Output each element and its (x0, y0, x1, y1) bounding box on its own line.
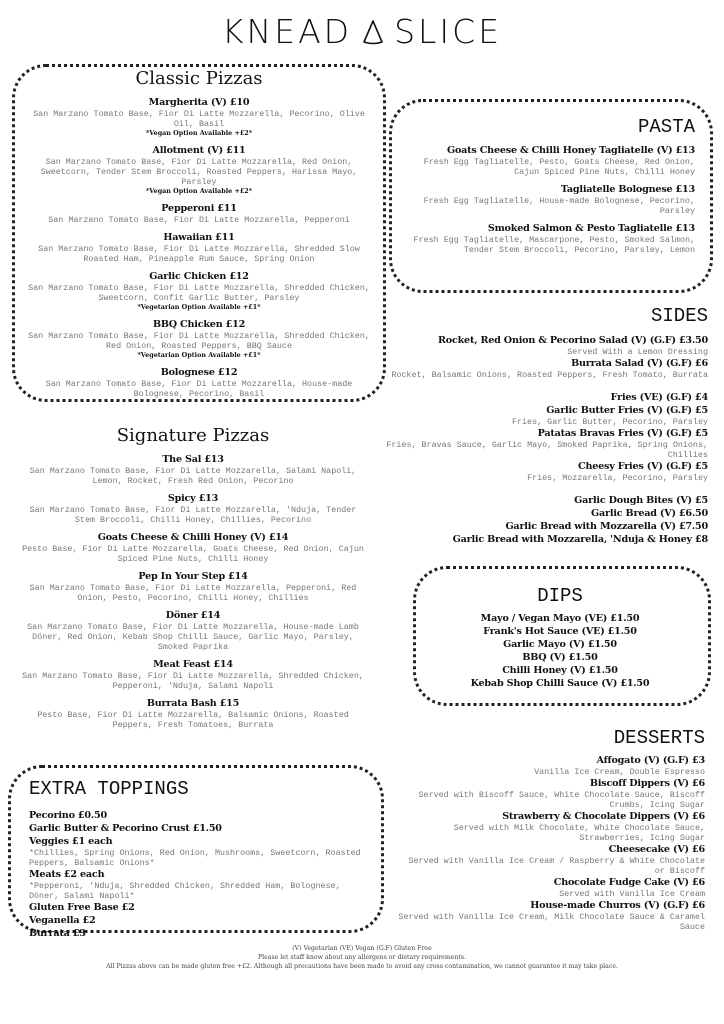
item-note: *Vegan Option Available +£2* (145, 129, 253, 137)
brand-logo (0, 12, 724, 51)
item-description: San Marzano Tomato Base, Fior Di Latte Mozzarella, Shredded Chicken, Pepperoni, 'Nduja, Salami Napoli (22, 671, 364, 691)
item-name: Garlic Mayo (V) £1.50 (503, 639, 617, 650)
menu-item (420, 652, 700, 664)
menu-item (22, 271, 376, 312)
item-name: Burrata Bash £15 (146, 698, 240, 709)
allergen-notice: Please let staff know about any allergens or dietary requirements. (258, 954, 466, 961)
section-title: SIDES (650, 305, 708, 327)
menu-item (366, 358, 708, 380)
menu-item (29, 915, 374, 927)
item-name: Garlic Butter & Pecorino Crust £1.50 (29, 823, 222, 834)
item-name: Affogato (V) (G.F) £3 (596, 755, 705, 766)
menu-item (18, 659, 368, 691)
menu-item (366, 508, 708, 520)
item-description: Fresh Egg Tagliatelle, Pesto, Goats Cheese, Red Onion, Cajun Spiced Pine Nuts, Chilli Honey (423, 157, 695, 177)
item-description: Fresh Egg Tagliatelle, Mascarpone, Pesto, Smoked Salmon, Tender Stem Broccoli, Pecorino, Parsley, Lemon (413, 235, 695, 255)
item-description: Pesto Base, Fior Di Latte Mozzarella, Goats Cheese, Red Onion, Cajun Spiced Pine Nuts, Chilli Honey (22, 544, 364, 564)
item-description: Served With a Lemon Dressing (567, 347, 708, 357)
item-description: Rocket, Balsamic Onions, Roasted Peppers, Fresh Tomato, Burrata (391, 370, 708, 380)
menu-item (395, 900, 705, 932)
item-description: *Pepperoni, 'Nduja, Shredded Chicken, Shredded Ham, Bolognese, Döner, Salami Napoli* (29, 881, 341, 901)
item-name: Strawberry & Chocolate Dippers (V) £6 (502, 811, 705, 822)
menu-item (366, 428, 708, 460)
item-name: House-made Churros (V) (G.F) £6 (530, 900, 705, 911)
item-name: Rocket, Red Onion & Pecorino Salad (V) (G.F) £3.50 (438, 335, 708, 346)
item-description: Served with Vanilla Ice Cream (559, 889, 705, 899)
menu-item (29, 928, 374, 940)
item-name: Burrata Salad (V) (G.F) £6 (571, 358, 708, 369)
dips-section (420, 585, 700, 690)
item-name: Veggies £1 each (29, 836, 113, 847)
item-name: Frank's Hot Sauce (VE) £1.50 (483, 626, 637, 637)
pizza-slice-triangle-icon (362, 19, 384, 45)
section-title: Classic Pizzas (135, 68, 263, 89)
item-description: Served with Milk Chocolate, White Chocolate Sauce, Strawberries, Icing Sugar (453, 823, 705, 843)
menu-item (366, 392, 708, 404)
item-name: Burrata £3 (29, 928, 86, 939)
menu-item (420, 613, 700, 625)
item-description: San Marzano Tomato Base, Fior Di Latte Mozzarella, Shredded Chicken, Sweetcorn, Confit Garlic Butter, Parsley (28, 283, 370, 303)
menu-item (395, 811, 705, 843)
item-note: *Vegan Option Available +£2* (145, 187, 253, 195)
item-name: Meats £2 each (29, 869, 105, 880)
menu-item (366, 461, 708, 483)
item-description: Served with Biscoff Sauce, White Chocolate Sauce, Biscoff Crumbs, Icing Sugar (418, 790, 705, 810)
item-name: Pecorino £0.50 (29, 810, 107, 821)
menu-item (22, 203, 376, 225)
item-description: San Marzano Tomato Base, Fior Di Latte Mozzarella, Pecorino, Olive Oil, Basil (33, 109, 365, 129)
menu-item (22, 232, 376, 264)
menu-item (366, 521, 708, 533)
item-note: *Vegetarian Option Available +£1* (137, 303, 261, 311)
section-title: EXTRA TOPPINGS (29, 778, 189, 800)
desserts-section (395, 727, 705, 932)
item-name: Biscoff Dippers (V) £6 (589, 778, 705, 789)
extra-toppings-section (29, 778, 374, 940)
menu-item (395, 755, 705, 777)
item-name: Margherita (V) £10 (148, 97, 250, 108)
menu-item (29, 869, 374, 901)
signature-pizzas-section (18, 425, 368, 730)
item-name: Garlic Butter Fries (V) (G.F) £5 (546, 405, 708, 416)
item-description: Pesto Base, Fior Di Latte Mozzarella, Balsamic Onions, Roasted Peppers, Fresh Tomatoes, Burrata (37, 710, 349, 730)
pasta-section (410, 116, 695, 255)
menu-item (410, 223, 695, 255)
item-name: Cheesy Fries (V) (G.F) £5 (578, 461, 708, 472)
item-name: Allotment (V) £11 (152, 145, 246, 156)
item-name: Chocolate Fudge Cake (V) £6 (553, 877, 705, 888)
item-description: San Marzano Tomato Base, Fior Di Latte Mozzarella, Salami Napoli, Lemon, Rocket, Fresh Red Onion, Pecorino (29, 466, 357, 486)
sides-section (366, 305, 708, 546)
item-name: Kebab Shop Chilli Sauce (V) £1.50 (470, 678, 650, 689)
section-title: DESSERTS (613, 727, 705, 749)
item-name: Garlic Bread with Mozzarella (V) £7.50 (505, 521, 708, 532)
menu-item (29, 836, 374, 868)
item-description: Fries, Bravas Sauce, Garlic Mayo, Smoked Paprika, Spring Onions, Chillies (386, 440, 708, 460)
menu-item (410, 184, 695, 216)
menu-item (18, 454, 368, 486)
item-description: San Marzano Tomato Base, Fior Di Latte Mozzarella, Shredded Slow Roasted Ham, Pineapple Rum Sauce, Spring Onion (38, 244, 360, 264)
menu-item (420, 678, 700, 690)
menu-item (410, 145, 695, 177)
item-name: Goats Cheese & Chilli Honey Tagliatelle (V) £13 (446, 145, 695, 156)
item-name: Bolognese £12 (160, 367, 238, 378)
menu-item (29, 902, 374, 914)
footer (0, 944, 724, 971)
brand-name-left: KNEAD (221, 12, 353, 51)
item-name: Döner £14 (165, 610, 221, 621)
item-name: Chilli Honey (V) £1.50 (502, 665, 618, 676)
item-note: *Vegetarian Option Available +£1* (137, 351, 261, 359)
menu-item (18, 610, 368, 652)
item-name: Cheesecake (V) £6 (608, 844, 705, 855)
item-description: Served with Vanilla Ice Cream / Raspberry & White Chocolate or Biscoff (408, 856, 705, 876)
item-name: Garlic Bread with Mozzarella, 'Nduja & Honey £8 (452, 534, 708, 545)
gluten-free-notice: All Pizzas above can be made gluten free +£2. Although all precautions have been made to avoid any cross contamination, we cannot guarantee it may take place. (106, 963, 618, 970)
item-description: Served with Vanilla Ice Cream, Milk Chocolate Sauce & Caramel Sauce (398, 912, 705, 932)
item-name: Meat Feast £14 (153, 659, 233, 670)
section-title: PASTA (637, 116, 695, 138)
menu-item (22, 319, 376, 360)
item-name: Patatas Bravas Fries (V) (G.F) £5 (537, 428, 708, 439)
menu-item (366, 534, 708, 546)
menu-item (29, 810, 374, 822)
item-name: Pepperoni £11 (161, 203, 237, 214)
item-name: Smoked Salmon & Pesto Tagliatelle £13 (487, 223, 695, 234)
menu-item (18, 698, 368, 730)
menu-item (366, 335, 708, 357)
item-name: Goats Cheese & Chilli Honey (V) £14 (97, 532, 289, 543)
item-name: Pep In Your Step £14 (138, 571, 248, 582)
menu-item (18, 532, 368, 564)
item-name: Spicy £13 (167, 493, 219, 504)
menu-item (420, 626, 700, 638)
item-description: Fries, Mozzarella, Pecorino, Parsley (527, 473, 708, 483)
menu-item (420, 665, 700, 677)
menu-item (366, 405, 708, 427)
item-name: Mayo / Vegan Mayo (VE) £1.50 (480, 613, 640, 624)
item-name: Veganella £2 (29, 915, 96, 926)
menu-item (22, 367, 376, 399)
item-name: The Sal £13 (162, 454, 224, 465)
menu-item (18, 493, 368, 525)
item-description: San Marzano Tomato Base, Fior Di Latte Mozzarella, Red Onion, Sweetcorn, Tender Stem Broccoli, Roasted Peppers, Harissa Mayo, Parsley (40, 157, 358, 187)
menu-item (366, 495, 708, 507)
item-name: BBQ (V) £1.50 (522, 652, 598, 663)
item-name: Fries (VE) (G.F) £4 (610, 392, 708, 403)
item-description: San Marzano Tomato Base, Fior Di Latte Mozzarella, 'Nduja, Tender Stem Broccoli, Chilli Honey, Chillies, Pecorino (29, 505, 357, 525)
classic-pizzas-section (22, 68, 376, 399)
dietary-key: (V) Vegetarian (VE) Vegan (G.F) Gluten Free (292, 945, 432, 952)
item-description: Vanilla Ice Cream, Double Espresso (534, 767, 705, 777)
brand-name-right: SLICE (394, 12, 503, 51)
item-description: Fresh Egg Tagliatelle, House-made Bolognese, Pecorino, Parsley (423, 196, 695, 216)
menu-item (18, 571, 368, 603)
item-name: Gluten Free Base £2 (29, 902, 135, 913)
menu-item (395, 778, 705, 810)
menu-item (395, 877, 705, 899)
section-title: Signature Pizzas (116, 425, 270, 446)
item-name: Tagliatelle Bolognese £13 (560, 184, 695, 195)
item-description: San Marzano Tomato Base, Fior Di Latte Mozzarella, Pepperoni (48, 215, 350, 225)
menu-item (420, 639, 700, 651)
menu-item (22, 97, 376, 138)
item-name: Garlic Dough Bites (V) £5 (574, 495, 708, 506)
item-name: Garlic Bread (V) £6.50 (591, 508, 708, 519)
item-description: San Marzano Tomato Base, Fior Di Latte Mozzarella, Pepperoni, Red Onion, Pesto, Pecorino, Chilli Honey, Chillies (29, 583, 357, 603)
item-description: San Marzano Tomato Base, Fior Di Latte Mozzarella, Shredded Chicken, Red Onion, Roasted Peppers, BBQ Sauce (28, 331, 370, 351)
item-description: San Marzano Tomato Base, Fior Di Latte Mozzarella, House-made Lamb Döner, Red Onion, Kebab Shop Chilli Sauce, Garlic Mayo, Parsley, Smoked Paprika (27, 622, 359, 652)
menu-item (395, 844, 705, 876)
item-name: Hawaiian £11 (163, 232, 235, 243)
item-description: San Marzano Tomato Base, Fior Di Latte Mozzarella, House-made Bolognese, Pecorino, Basil (45, 379, 353, 399)
section-title: DIPS (537, 585, 583, 607)
item-name: Garlic Chicken £12 (149, 271, 249, 282)
menu-item (29, 823, 374, 835)
item-name: BBQ Chicken £12 (152, 319, 246, 330)
menu-item (22, 145, 376, 196)
item-description: Fries, Garlic Butter, Pecorino, Parsley (511, 417, 708, 427)
item-description: *Chillies, Spring Onions, Red Onion, Mushrooms, Sweetcorn, Roasted Peppers, Balsamic Onions* (29, 848, 361, 868)
